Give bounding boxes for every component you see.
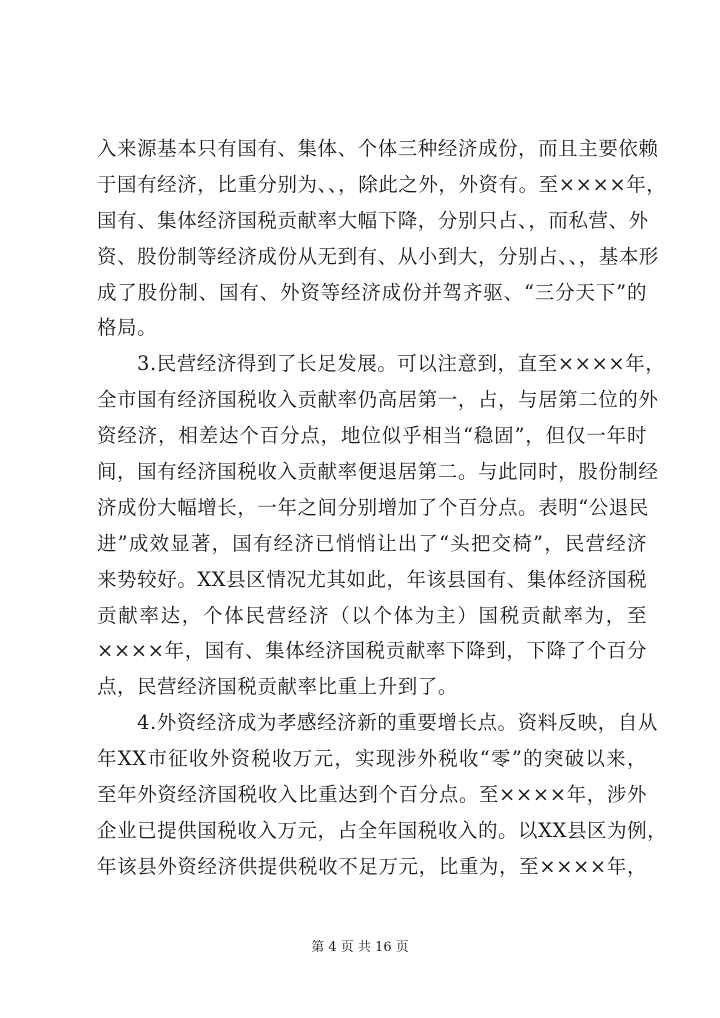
text-line: 资、股份制等经济成份从无到有、从小到大，分别占、、，基本形 xyxy=(97,244,659,268)
text-line: 来势较好。XX县区情况尤其如此，年该县国有、集体经济国税 xyxy=(97,567,648,591)
text-line: 国有、集体经济国税贡献率大幅下降，分别只占、，而私营、外 xyxy=(97,208,649,232)
document-body xyxy=(97,131,668,885)
page-number-footer: 第 4 页 共 16 页 xyxy=(311,940,409,955)
text-line: 间，国有经济国税收入贡献率便退居第二。与此同时，股份制经 xyxy=(97,460,659,484)
text-line: 全市国有经济国税收入贡献率仍高居第一，占，与居第二位的外 xyxy=(97,388,659,412)
text-line: 年XX市征收外资税收万元，实现涉外税收“零”的突破以来， xyxy=(97,747,647,771)
text-line: 至年外资经济国税收入比重达到个百分点。至××××年，涉外 xyxy=(97,783,647,807)
text-line: 点，民营经济国税贡献率比重上升到了。 xyxy=(97,675,458,699)
text-line: 年该县外资经济供提供税收不足万元，比重为，至××××年， xyxy=(97,854,647,878)
paragraph-state-economy xyxy=(97,131,667,346)
text-line: 于国有经济，比重分别为、、，除此之外，外资有。至××××年， xyxy=(97,172,667,196)
text-line: 企业已提供国税收入万元，占全年国税收入的。以XX县区为例， xyxy=(97,818,668,842)
text-line: 入来源基本只有国有、集体、个体三种经济成份，而且主要依赖 xyxy=(97,137,659,160)
text-line: 4.外资经济成为孝感经济新的重要增长点。资料反映，自从 xyxy=(137,711,658,735)
text-line: 济成份大幅增长，一年之间分别增加了个百分点。表明“公退民 xyxy=(97,495,649,519)
text-line: ××××年，国有、集体经济国税贡献率下降到，下降了个百分 xyxy=(97,639,647,663)
text-line: 成了股份制、国有、外资等经济成份并驾齐驱、“三分天下”的 xyxy=(97,280,647,304)
text-line: 贡献率达，个体民营经济（以个体为主）国税贡献率为，至 xyxy=(97,603,647,627)
text-line: 资经济，相差达个百分点，地位似乎相当“稳固”，但仅一年时 xyxy=(97,424,647,448)
text-line: 格局。 xyxy=(97,316,158,340)
text-line: 3.民营经济得到了长足发展。可以注意到，直至××××年， xyxy=(137,352,666,376)
paragraph-private-economy xyxy=(97,346,666,705)
text-line: 进”成效显著，国有经济已悄悄让出了“头把交椅”，民营经济 xyxy=(97,531,647,555)
paragraph-foreign-economy xyxy=(97,705,668,884)
